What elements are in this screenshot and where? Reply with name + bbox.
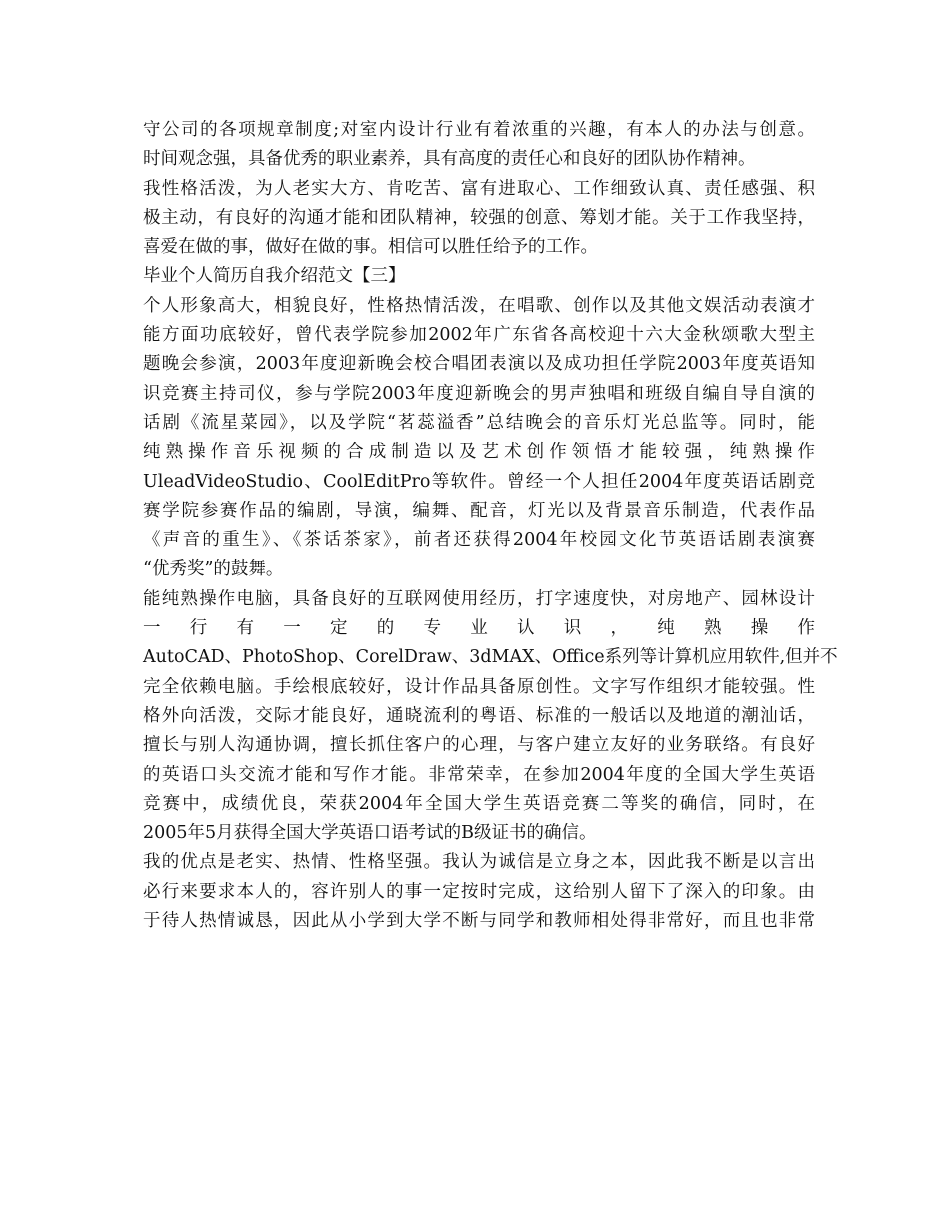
text-line: 个人形象高大，相貌良好，性格热情活泼，在唱歌、创作以及其他文娱活动表演才 bbox=[143, 295, 815, 316]
text-line: 能方面功底较好，曾代表学院参加2002年广东省各高校迎十六大金秋颂歌大型主 bbox=[143, 325, 815, 346]
spread-char: 业 bbox=[470, 618, 488, 639]
spread-char: 有 bbox=[236, 618, 254, 639]
text-line: 我的优点是老实、热情、性格坚强。我认为诚信是立身之本，因此我不断是以言出 bbox=[143, 852, 815, 873]
text-line: AutoCAD、PhotoShop、CorelDraw、3dMAX、Office系列等计算机应用软件,但并不 bbox=[143, 647, 838, 668]
document-page bbox=[143, 116, 838, 936]
spread-char: 认 bbox=[517, 618, 535, 639]
text-line: 的英语口头交流才能和写作才能。非常荣幸，在参加2004年度的全国大学生英语 bbox=[143, 764, 815, 785]
text-line: UleadVideoStudio、CoolEditPro等软件。曾经一个人担任2004年度英语话剧竞 bbox=[143, 471, 815, 492]
spread-char: 识 bbox=[563, 618, 582, 639]
section-heading: 毕业个人简历自我介绍范文【三】 bbox=[143, 266, 406, 287]
text-line: 纯熟操作音乐视频的合成制造以及艺术创作领悟才能较强，纯熟操作 bbox=[143, 442, 815, 463]
spread-char: 一 bbox=[283, 618, 301, 639]
text-line: 话剧《流星菜园》，以及学院“茗蕊溢香”总结晚会的音乐灯光总监等。同时，能 bbox=[143, 412, 815, 433]
spread-char: 作 bbox=[797, 618, 815, 639]
text-line: 格外向活泼，交际才能良好，通晓流利的粤语、标准的一般话以及地道的潮汕话， bbox=[143, 705, 815, 726]
text-line-spread bbox=[143, 614, 815, 643]
spread-char: 操 bbox=[750, 618, 769, 639]
text-line: 必行来要求本人的，容许别人的事一定按时完成，这给别人留下了深入的印象。由 bbox=[143, 881, 815, 902]
spread-char: 熟 bbox=[704, 618, 722, 639]
text-line: 2005年5月获得全国大学英语口语考试的B级证书的确信。 bbox=[143, 823, 597, 844]
text-line: 竞赛中，成绩优良，荣获2004年全国大学生英语竞赛二等奖的确信，同时，在 bbox=[143, 793, 815, 814]
spread-char: 定 bbox=[330, 618, 348, 639]
text-line: 识竞赛主持司仪，参与学院2003年度迎新晚会的男声独唱和班级自编自导自演的 bbox=[143, 383, 815, 404]
text-line: 喜爱在做的事，做好在做的事。相信可以胜任给予的工作。 bbox=[143, 237, 598, 258]
text-line: 《声音的重生》、《茶话茶家》，前者还获得2004年校园文化节英语话剧表演赛 bbox=[143, 530, 815, 551]
text-line: 完全依赖电脑。手绘根底较好，设计作品具备原创性。文字写作组织才能较强。性 bbox=[143, 676, 815, 697]
spread-char: ， bbox=[610, 618, 628, 639]
spread-char: 一 bbox=[143, 618, 161, 639]
text-line: “优秀奖”的鼓舞。 bbox=[143, 559, 284, 580]
text-line: 守公司的各项规章制度;对室内设计行业有着浓重的兴趣，有本人的办法与创意。 bbox=[143, 120, 815, 140]
text-line: 我性格活泼，为人老实大方、肯吃苦、富有进取心、工作细致认真、责任感强、积 bbox=[143, 178, 815, 199]
text-line: 于待人热情诚恳，因此从小学到大学不断与同学和教师相处得非常好，而且也非常 bbox=[143, 911, 815, 932]
text-line: 擅长与别人沟通协调，擅长抓住客户的心理，与客户建立友好的业务联络。有良好 bbox=[143, 735, 815, 756]
spread-char: 行 bbox=[189, 618, 208, 639]
spread-char: 的 bbox=[376, 618, 395, 639]
text-line: 极主动，有良好的沟通才能和团队精神，较强的创意、筹划才能。关于工作我坚持， bbox=[143, 207, 815, 228]
text-line: 赛学院参赛作品的编剧，导演，编舞、配音，灯光以及背景音乐制造，代表作品 bbox=[143, 500, 815, 521]
text-line: 题晚会参演，2003年度迎新晚会校合唱团表演以及成功担任学院2003年度英语知 bbox=[143, 354, 815, 375]
spread-char: 纯 bbox=[657, 618, 675, 639]
spread-char: 专 bbox=[423, 618, 441, 639]
text-line: 能纯熟操作电脑，具备良好的互联网使用经历，打字速度快，对房地产、园林设计 bbox=[143, 588, 815, 609]
text-line: 时间观念强，具备优秀的职业素养，具有高度的责任心和良好的团队协作精神。 bbox=[143, 149, 756, 170]
